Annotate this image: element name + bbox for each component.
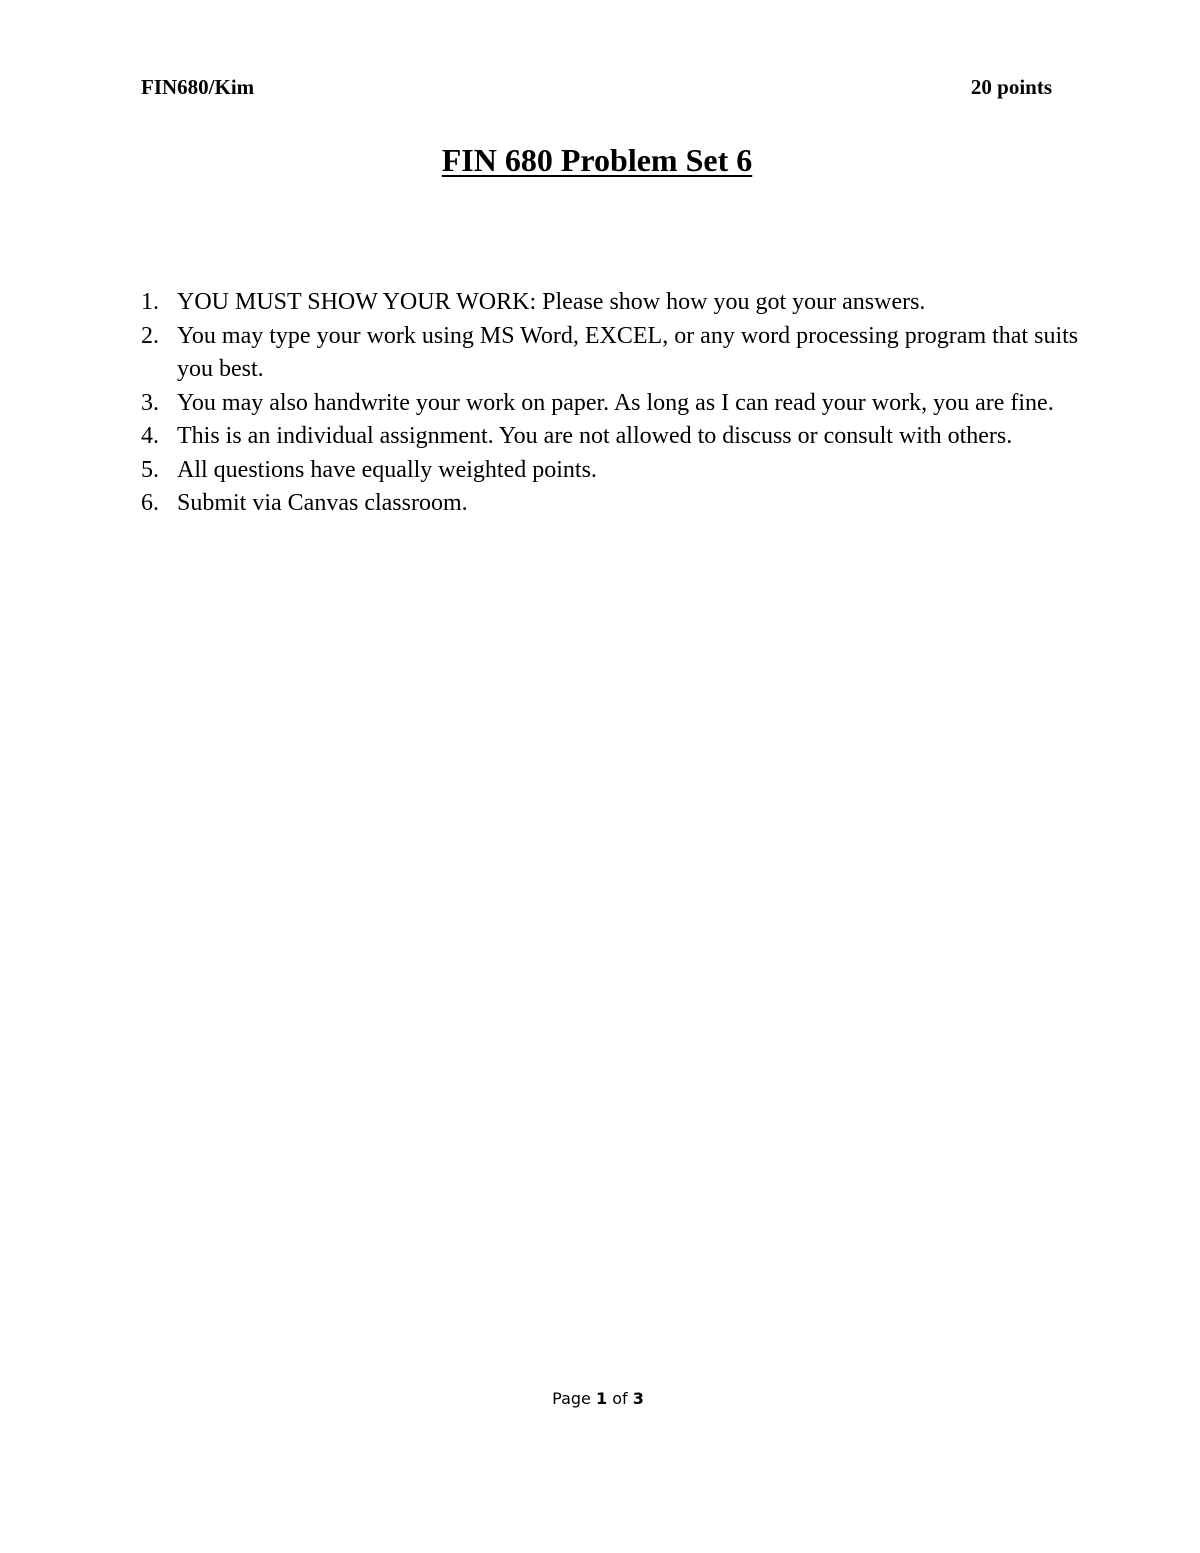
total-page-count: 3 <box>632 1389 644 1408</box>
instruction-list <box>141 286 1081 521</box>
of-label: of <box>612 1389 628 1408</box>
list-item-text: You may type your work using MS Word, EXCEL, or any word processing program that suits you best. <box>177 322 1079 382</box>
list-item-number: 2. <box>141 322 159 349</box>
document-title <box>0 140 1194 180</box>
page-footer <box>0 1388 1196 1410</box>
list-item <box>141 454 1081 488</box>
list-item-text: All questions have equally weighted points. <box>177 456 597 483</box>
header-points: 20 points <box>970 75 1052 99</box>
list-item <box>141 387 1081 421</box>
list-item-text: YOU MUST SHOW YOUR WORK: Please show how you got your answers. <box>177 289 926 315</box>
list-item-number: 3. <box>141 389 159 416</box>
document-title-text: FIN 680 Problem Set 6 <box>441 142 753 178</box>
list-item <box>141 487 1081 521</box>
list-item <box>141 320 1081 387</box>
current-page-number: 1 <box>595 1389 608 1408</box>
list-item-text: You may also handwrite your work on paper. As long as I can read your work, you are fine. <box>177 389 1054 416</box>
list-item-number: 1. <box>141 289 159 315</box>
page-label: Page <box>552 1389 591 1408</box>
list-item <box>141 286 1081 320</box>
list-item-text: Submit via Canvas classroom. <box>177 490 468 516</box>
list-item-text: This is an individual assignment. You are not allowed to discuss or consult with others. <box>177 423 1013 449</box>
list-item-number: 5. <box>141 456 159 483</box>
list-item-number: 6. <box>141 490 159 516</box>
list-item-number: 4. <box>141 423 159 449</box>
list-item <box>141 420 1081 454</box>
header-course: FIN680/Kim <box>141 75 255 99</box>
